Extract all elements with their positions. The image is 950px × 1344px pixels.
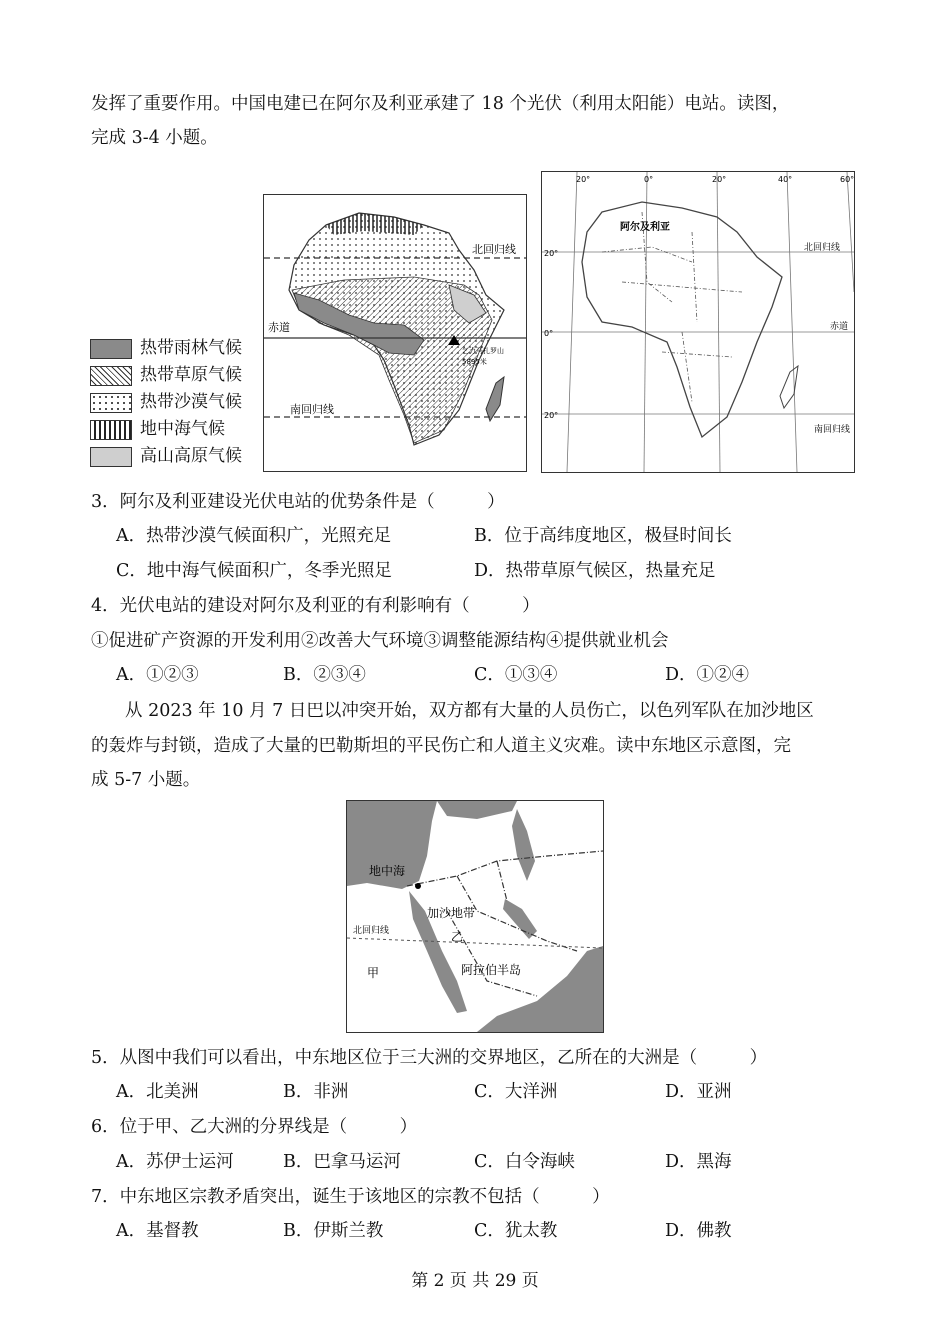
q3-option-a[interactable]: A．热带沙漠气候面积广，光照充足 (116, 526, 392, 546)
label-gaza: 加沙地带 (427, 906, 476, 920)
lon-label-1: 20° (576, 175, 591, 184)
q4-option-b[interactable]: B．②③④ (283, 665, 366, 685)
madagascar (486, 377, 504, 421)
q4-option-a[interactable]: A．①②③ (116, 665, 199, 685)
page-footer: 第 2 页 共 29 页 (411, 1271, 539, 1291)
q3-stem: 3．阿尔及利亚建设光伏电站的优势条件是（ ） (91, 492, 505, 512)
legend-highland (90, 444, 260, 468)
label-kilimanjaro: 乞力马扎罗山 (462, 347, 504, 355)
label-arabia: 阿拉伯半岛 (461, 963, 522, 977)
q4-option-c[interactable]: C．①③④ (474, 665, 558, 685)
q3-option-c[interactable]: C．地中海气候面积广，冬季光照足 (116, 561, 392, 581)
q3-option-b[interactable]: B．位于高纬度地区，极昼时间长 (474, 526, 732, 546)
label-jia: 甲 (367, 966, 380, 980)
legend-mediterranean (90, 417, 260, 441)
gaza-marker (415, 883, 421, 889)
passage2-line-2: 的轰炸与封锁，造成了大量的巴勒斯坦的平民伤亡和人道主义灾难。读中东地区示意图，完 (91, 736, 791, 756)
legend-label-rainforest: 热带雨林气候 (140, 338, 242, 358)
q5-option-b[interactable]: B．非洲 (283, 1082, 349, 1102)
q4-items: ①促进矿产资源的开发利用②改善大气环境③调整能源结构④提供就业机会 (91, 631, 669, 651)
label-political-equator: 赤道 (830, 322, 849, 332)
q5-stem: 5．从图中我们可以看出，中东地区位于三大洲的交界地区，乙所在的大洲是（ ） (91, 1048, 768, 1068)
label-kilimanjaro-elev: 5895米 (462, 358, 487, 366)
black-sea-area (437, 801, 517, 819)
q6-option-c[interactable]: C．白令海峡 (474, 1152, 575, 1172)
label-political-tropic-cancer: 北回归线 (804, 243, 841, 253)
mediterranean-zone (326, 213, 424, 235)
q5-option-c[interactable]: C．大洋洲 (474, 1082, 558, 1102)
lon-label-2: 0° (644, 175, 654, 184)
q6-option-a[interactable]: A．苏伊士运河 (116, 1152, 234, 1172)
swatch-savanna (90, 366, 132, 386)
q6-option-b[interactable]: B．巴拿马运河 (283, 1152, 401, 1172)
label-tropic-capricorn: 南回归线 (290, 403, 334, 416)
swatch-mediterranean (90, 420, 132, 440)
lon-label-5: 60° (840, 175, 854, 184)
africa-political-map (541, 171, 855, 473)
africa-climate-map (263, 194, 527, 472)
label-yi: 乙 (451, 930, 464, 944)
label-political-tropic-capricorn: 南回归线 (814, 425, 851, 435)
q7-option-c[interactable]: C．犹太教 (474, 1221, 558, 1241)
intro-line-2: 完成 3-4 小题。 (91, 128, 218, 148)
passage2-line-3: 成 5-7 小题。 (91, 770, 201, 790)
q7-option-d[interactable]: D．佛教 (665, 1221, 732, 1241)
label-equator: 赤道 (268, 321, 290, 334)
persian-gulf (503, 899, 537, 939)
legend-savanna (90, 363, 260, 387)
label-mediterranean: 地中海 (369, 864, 406, 878)
legend-label-desert: 热带沙漠气候 (140, 392, 242, 412)
africa-climate-svg (264, 195, 526, 471)
q5-option-d[interactable]: D．亚洲 (665, 1082, 732, 1102)
label-me-tropic-cancer: 北回归线 (353, 926, 390, 936)
lon-label-3: 20° (712, 175, 727, 184)
legend-rainforest (90, 336, 260, 360)
swatch-highland (90, 447, 132, 467)
africa-political-outline (582, 202, 782, 437)
arabian-sea (477, 946, 603, 1032)
q7-option-b[interactable]: B．伊斯兰教 (283, 1221, 384, 1241)
q6-option-d[interactable]: D．黑海 (665, 1152, 732, 1172)
q3-option-d[interactable]: D．热带草原气候区，热量充足 (474, 561, 716, 581)
lat-label-2: 0° (544, 329, 554, 338)
caspian-sea (512, 809, 535, 881)
political-svg (542, 172, 854, 472)
legend-label-savanna: 热带草原气候 (140, 365, 242, 385)
q4-option-d[interactable]: D．①②④ (665, 665, 750, 685)
middle-east-map (346, 800, 604, 1033)
intro-line-1: 发挥了重要作用。中国电建已在阿尔及利亚承建了 18 个光伏（利用太阳能）电站。读图， (91, 94, 790, 114)
swatch-rainforest (90, 339, 132, 359)
label-tropic-cancer: 北回归线 (472, 243, 516, 256)
madagascar-outline (780, 366, 798, 408)
lon-label-4: 40° (778, 175, 793, 184)
q6-stem: 6．位于甲、乙大洲的分界线是（ ） (91, 1117, 418, 1137)
country-borders (602, 212, 742, 402)
legend-label-highland: 高山高原气候 (140, 446, 242, 466)
me-tropic-cancer (347, 938, 603, 948)
middle-east-svg (347, 801, 603, 1032)
lat-label-3: 20° (544, 411, 559, 420)
swatch-desert (90, 393, 132, 413)
passage2-line-1: 从 2023 年 10 月 7 日巴以冲突开始，双方都有大量的人员伤亡，以色列军队在加沙地区 (125, 701, 814, 721)
q7-option-a[interactable]: A．基督教 (116, 1221, 199, 1241)
q7-stem: 7．中东地区宗教矛盾突出，诞生于该地区的宗教不包括（ ） (91, 1187, 610, 1207)
label-algeria: 阿尔及利亚 (620, 222, 670, 233)
q4-stem: 4．光伏电站的建设对阿尔及利亚的有利影响有（ ） (91, 596, 540, 616)
q5-option-a[interactable]: A．北美洲 (116, 1082, 199, 1102)
legend-desert (90, 390, 260, 414)
legend-label-mediterranean: 地中海气候 (140, 419, 225, 439)
lat-label-1: 20° (544, 249, 559, 258)
